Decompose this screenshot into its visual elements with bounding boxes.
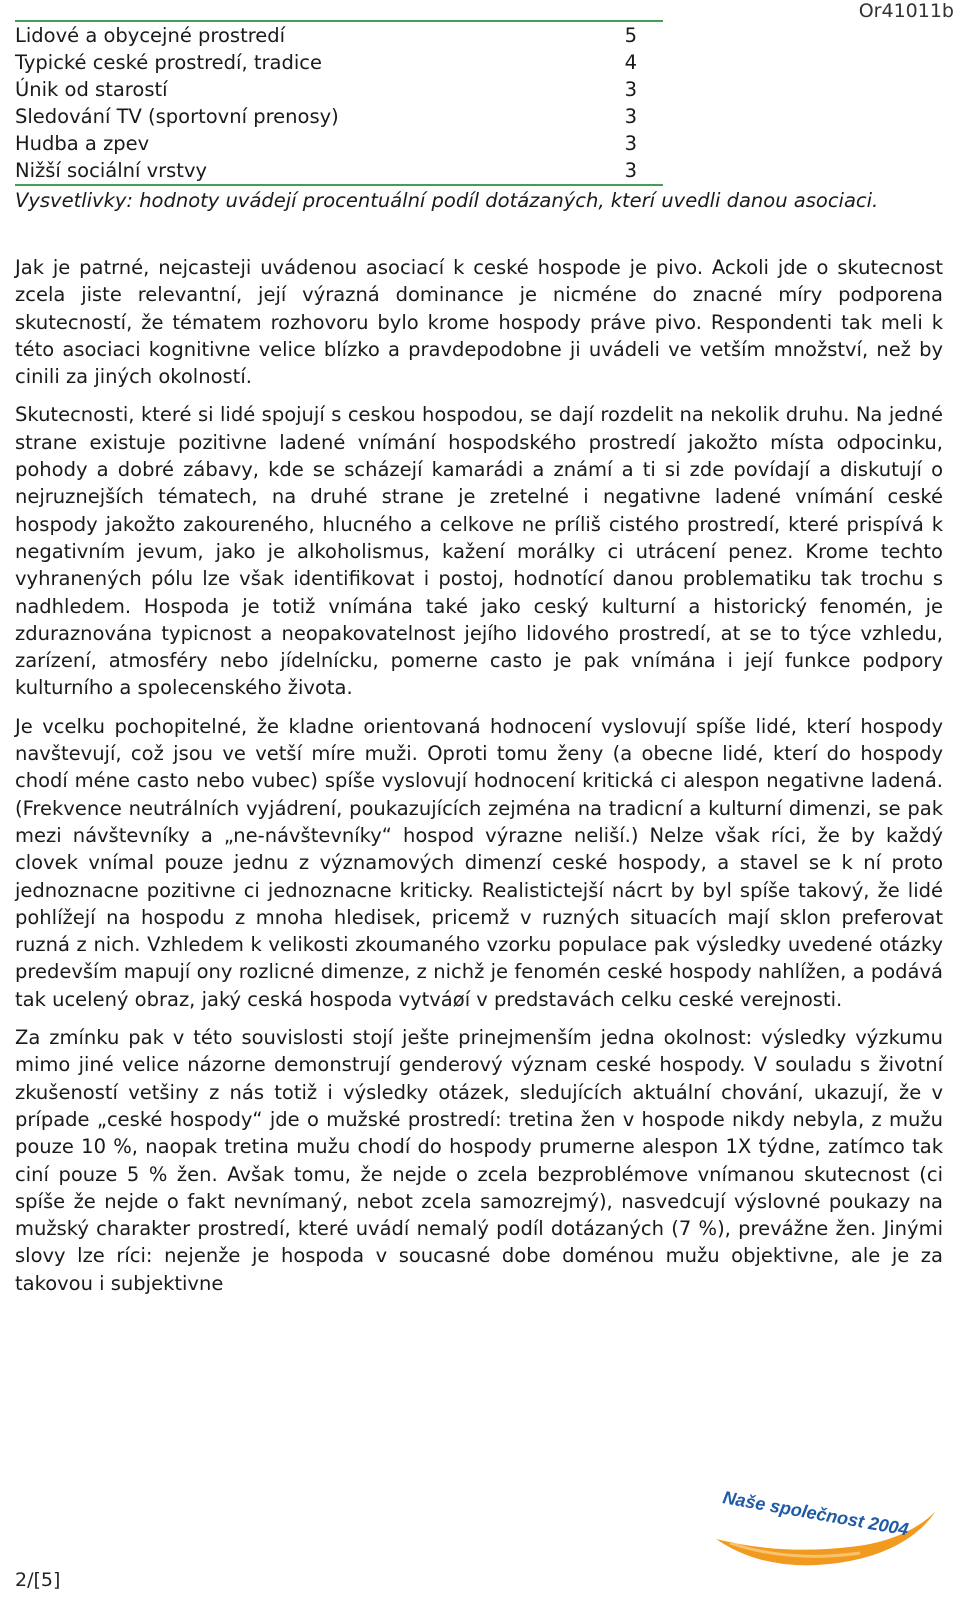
table-row (15, 103, 663, 130)
row-value: 3 (624, 159, 637, 182)
row-value: 3 (624, 78, 637, 101)
table-note: Vysvetlivky: hodnoty uvádejí procentuální podíl dotázaných, kterí uvedli danou asociaci. (15, 189, 879, 212)
body-text (15, 254, 943, 1308)
row-label: Typické ceské prostredí, tradice (15, 51, 323, 74)
nase-spolecnost-logo (710, 1481, 942, 1571)
table-row (15, 157, 663, 184)
table-row (15, 130, 663, 157)
table-row (15, 76, 663, 103)
paragraph: Za zmínku pak v této souvislosti stojí ješte prinejmenším jedna okolnost: výsledky výzkumu mimo jiné velice názorne demonstrují genderový význam ceské hospody. V souladu s životní zkušeností vetšiny z nás totiž i výsledky otázek, sledujících aktuální chování, ukazují, že v prípade „ceské hospody“ jde o mužské prostredí: tretina žen v hospode nikdy nebyla, z mužu pouze 10 %, naopak tretina mužu chodí do hospody prumerne alespon 1X týdne, zatímco tak ciní pouze 5 % žen. Avšak tomu, že nejde o zcela bezproblémove vnímanou skutecnost (ci spíše že nejde o fakt nevnímaný, nebot zcela samozrejmý), nasvedcují výslovné poukazy na mužský charakter prostredí, které uvádí nemalý podíl dotázaných (7 %), prevážne žen. Jinými slovy lze ríci: nejenže je hospoda v soucasné dobe doménou mužu objektivne, ale je za takovou i subjektivne (15, 1026, 943, 1295)
paragraph: Skutecnosti, které si lidé spojují s ceskou hospodou, se dají rozdelit na nekolik druhu. Na jedné strane existuje pozitivne ladené vnímání hospodského prostredí jakožto místa odpocinku, pohody a dobré zábavy, kde se scházejí kamarádi a známí a ti si zde povídají a diskutují o nejruznejších tématech, na druhé strane je zretelné i negativne ladené vnímání ceské hospody jakožto zakoureného, hlucného a celkove ne príliš cistého prostredí, které prispívá k negativním jevum, jako je alkoholismus, kažení morálky ci utrácení penez. Krome techto vyhranených pólu lze však identifikovat i postoj, hodnotící danou problematiku tak trochu s nadhledem. Hospoda je totiž vnímána také jako ceský kulturní a historický fenomén, je zduraznována typicnost a neopakovatelnost jejího lidového prostredí, at se to týce vzhledu, zarízení, atmosféry nebo jídelnícku, pomerne casto je pak vnímána i její funkce podpory kulturního a spolecenského života. (15, 403, 943, 700)
row-label: Sledování TV (sportovní prenosy) (15, 105, 339, 128)
row-label: Nižší sociální vrstvy (15, 159, 208, 182)
table-row (15, 49, 663, 76)
row-label: Hudba a zpev (15, 132, 150, 155)
page-number: 2/[5] (15, 1569, 61, 1591)
row-value: 3 (624, 132, 637, 155)
association-table (15, 20, 663, 186)
row-value: 4 (624, 51, 637, 74)
row-label: Lidové a obycejné prostredí (15, 24, 286, 47)
svg-text:Naše společnost 2004: Naše společnost 2004 (721, 1487, 911, 1540)
row-value: 5 (624, 24, 637, 47)
paragraph: Je vcelku pochopitelné, že kladne orientovaná hodnocení vyslovují spíše lidé, kterí hospody navštevují, což jsou ve vetší míre muži. Oproti tomu ženy (a obecne lidé, kterí do hospody chodí méne casto nebo vubec) spíše vyslovují hodnocení kritická ci alespon negativne ladená. (Frekvence neutrálních vyjádrení, poukazujících zejména na tradicní a kulturní dimenzi, se pak mezi návštevníky a „ne-návštevníky“ hospod výrazne neliší.) Nelze však ríci, že by každý clovek vnímal pouze jednu z významových dimenzí ceské hospody, a stavel se k ní proto jednoznacne pozitivne ci jednoznacne kriticky. Realistictejší nácrt by byl spíše takový, že lidé pohlížejí na hospodu z mnoha hledisek, pricemž v ruzných situacích mají sklon preferovat ruzná z nich. Vzhledem k velikosti zkoumaného vzorku populace pak výsledky uvedené otázky predevším mapují ony rozlicné dimenze, z nichž je fenomén ceské hospody nahlížen, a podává tak ucelený obraz, jaký ceská hospoda vytváøí v predstavách celku ceské verejnosti. (15, 714, 943, 1011)
row-label: Únik od starostí (15, 78, 168, 101)
row-value: 3 (624, 105, 637, 128)
paragraph: Jak je patrné, nejcasteji uvádenou asociací k ceské hospode je pivo. Ackoli jde o skutecnost zcela jiste relevantní, její výrazná dominance je nicméne do znacné míry podporena skutecností, že tématem rozhovoru bylo krome hospody práve pivo. Respondenti tak meli k této asociaci kognitivne velice blízko a pravdepodobne ji uvádeli ve vetším množství, než by cinili za jiných okolností. (15, 256, 943, 389)
document-id: Or41011b (858, 0, 954, 22)
table-row (15, 22, 663, 49)
